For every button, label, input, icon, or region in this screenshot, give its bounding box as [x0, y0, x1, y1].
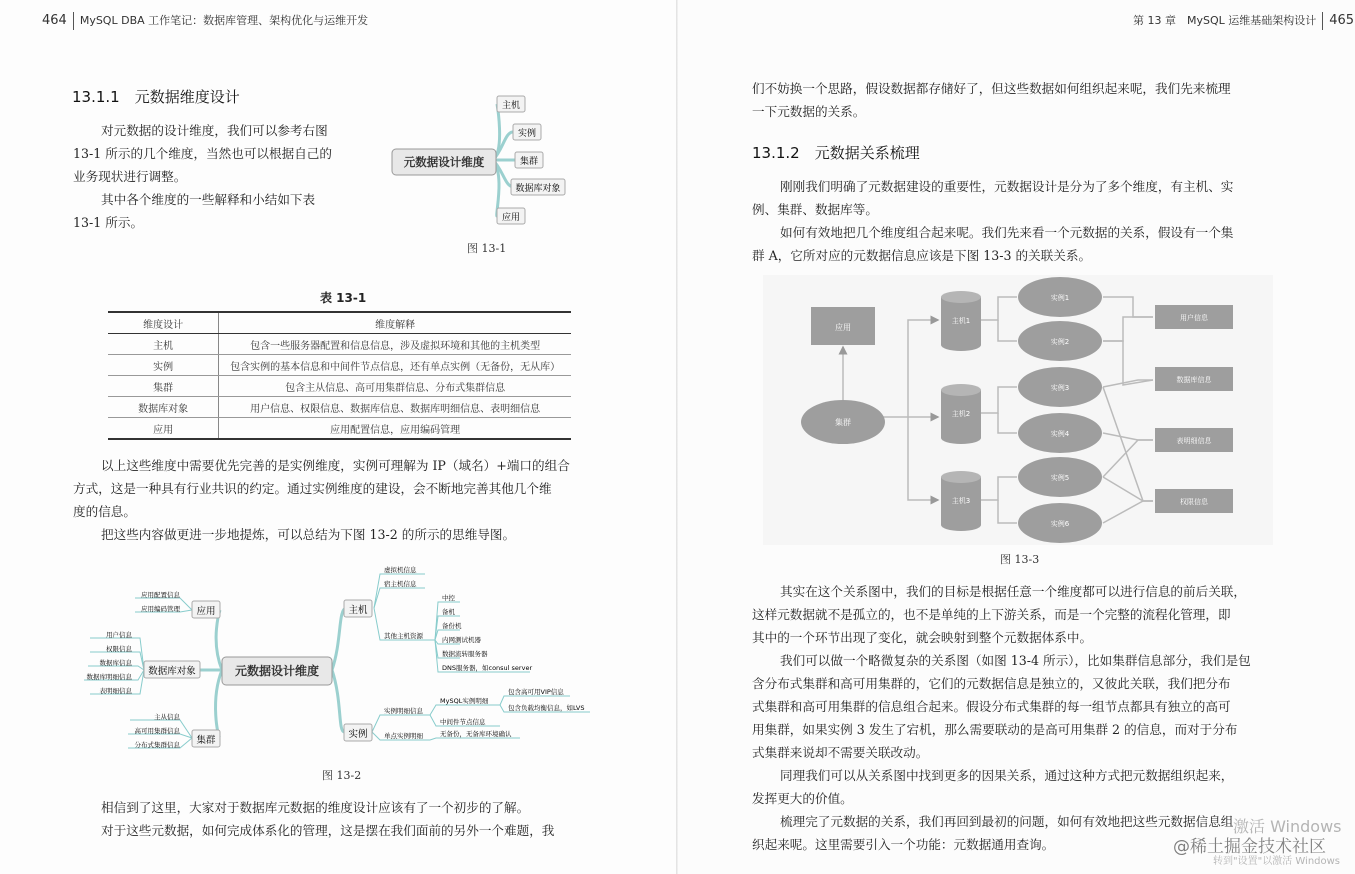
right-page [678, 0, 1355, 874]
fig2-dbobj-leaf: 表明细信息 [99, 687, 132, 695]
fig2-app-leaf: 应用编码管理 [141, 605, 180, 613]
fig3-instance-label: 实例2 [1050, 338, 1070, 346]
para2-line-2: 方式，这是一种具有行业共识的约定。通过实例维度的建设，会不断地完善其他几个维 [73, 481, 552, 496]
table-row [108, 355, 571, 376]
fig2-host-other: 中控 [442, 594, 455, 602]
para-a-line-2: 例、集群、数据库等。 [752, 202, 878, 217]
fig2-instance-mysql: 包含高可用VIP信息 [508, 688, 564, 696]
table-cell: 包含一些服务器配置和信息信息，涉及虚拟环境和其他的主机类型 [219, 334, 571, 355]
table-header-cell: 维度解释 [219, 312, 571, 334]
intro-line-5: 13-1 所示。 [73, 215, 144, 230]
figure-13-1 [385, 90, 585, 230]
fig2-instance-detail: 中间件节点信息 [440, 718, 486, 726]
fig3-host-label: 主机2 [951, 410, 971, 418]
table-cell: 用户信息、权限信息、数据库信息、数据库明细信息、表明细信息 [219, 397, 571, 418]
fig1-node-host: 主机 [501, 101, 521, 111]
fig2-host-other: DNS服务器，如consul server [442, 664, 533, 672]
fig2-host-label: 主机 [348, 605, 368, 616]
para-b-line-8: 式集群来说却不需要关联改动。 [752, 745, 929, 760]
top-line-2: 一下元数据的关系。 [752, 104, 866, 119]
fig2-instance-mysql: 包含负载均衡信息，如LVS [508, 704, 585, 712]
fig2-cluster-leaf: 分布式集群信息 [134, 741, 180, 749]
fig3-info-label: 权限信息 [1180, 498, 1208, 506]
windows-watermark-title: 激活 Windows [1233, 817, 1342, 836]
para-b-line-6: 式集群和高可用集群的信息组合起来。假设分布式集群的每一组节点都具有独立的高可 [752, 699, 1231, 714]
para-b-line-9: 同理我们可以从关系图中找到更多的因果关系，通过这种方式把元数据组织起来， [780, 768, 1234, 783]
fig3-instance-label: 实例4 [1050, 430, 1070, 438]
table-cell: 集群 [108, 376, 219, 397]
table-cell: 应用配置信息，应用编码管理 [219, 418, 571, 440]
windows-watermark-hint: 转到"设置"以激活 Windows [1213, 856, 1341, 867]
para-a-line-3: 如何有效地把几个维度组合起来呢。我们先来看一个元数据的关系，假设有一个集 [780, 225, 1234, 240]
fig3-instance-label: 实例3 [1050, 384, 1070, 392]
fig2-instance-label: 实例 [348, 729, 368, 740]
table-cell: 包含实例的基本信息和中间件节点信息，还有单点实例（无备份，无从库） [219, 355, 571, 376]
juejin-watermark: @稀土掘金技术社区 [1173, 837, 1326, 857]
fig2-cluster-leaf: 主从信息 [154, 713, 180, 721]
fig2-dbobj-leaf: 用户信息 [106, 631, 132, 639]
fig2-instance-single: 无备份，无备库环境确认 [440, 730, 512, 738]
left-running-title: MySQL DBA 工作笔记：数据库管理、架构优化与运维开发 [79, 14, 369, 27]
fig1-node-cluster: 集群 [519, 157, 539, 167]
fig3-host-label: 主机3 [951, 497, 971, 505]
closing-line-1: 相信到了这里，大家对于数据库元数据的维度设计应该有了一个初步的了解。 [101, 800, 530, 815]
para-b-line-4: 我们可以做一个略微复杂的关系图（如图 13-4 所示），比如集群信息部分，我们是包 [780, 653, 1251, 668]
table-header-cell: 维度设计 [108, 312, 219, 334]
table-cell: 包含主从信息、高可用集群信息、分布式集群信息 [219, 376, 571, 397]
fig2-app-leaf: 应用配置信息 [141, 591, 180, 599]
fig1-node-instance: 实例 [517, 129, 537, 139]
intro-line-3: 业务现状进行调整。 [73, 169, 187, 184]
para-b-line-2: 这样元数据就不是孤立的，也不是单纯的上下游关系，而是一个完整的流程化管理，即 [752, 607, 1231, 622]
fig2-dbobj-leaf: 数据库信息 [99, 659, 132, 667]
fig2-app-label: 应用 [196, 606, 216, 617]
table-header-row [108, 312, 571, 334]
right-running-title: 第 13 章 MySQL 运维基础架构设计 [1133, 14, 1317, 27]
fig1-caption: 图 13-1 [467, 242, 507, 255]
intro-line-1: 对元数据的设计维度，我们可以参考右图 [101, 123, 328, 138]
fig2-host-leaf: 虚拟机信息 [384, 566, 417, 574]
table-row [108, 334, 571, 355]
table-cell: 主机 [108, 334, 219, 355]
para-b-line-3: 其中的一个环节出现了变化，就会映射到整个元数据体系中。 [752, 630, 1093, 645]
section-title-13-1-1: 13.1.1 元数据维度设计 [72, 88, 240, 106]
right-page-number: 465 [1329, 13, 1355, 28]
fig3-app-label: 应用 [835, 323, 851, 332]
para2-line-3: 度的信息。 [73, 504, 136, 519]
para-b-line-7: 用集群，如果实例 3 发生了宕机，那么需要联动的是高可用集群 2 的信息，而对于分布 [752, 722, 1238, 737]
fig2-dbobj-label: 数据库对象 [148, 666, 196, 677]
fig3-host-label: 主机1 [951, 317, 971, 325]
left-header [42, 12, 368, 30]
fig2-instance-leaf: 实例明细信息 [384, 707, 423, 715]
fig3-cluster-label: 集群 [835, 418, 851, 427]
fig1-node-app: 应用 [501, 213, 521, 223]
fig3-instance-label: 实例1 [1050, 294, 1070, 302]
closing-line-2: 对于这些元数据，如何完成体系化的管理，这是摆在我们面前的另外一个难题，我 [101, 823, 555, 838]
section-title-13-1-2: 13.1.2 元数据关系梳理 [752, 144, 920, 162]
table-13-1 [108, 311, 571, 440]
table-cell: 应用 [108, 418, 219, 440]
fig3-caption: 图 13-3 [1000, 553, 1040, 566]
fig3-instance-label: 实例5 [1050, 474, 1070, 482]
para2-line-4: 把这些内容做更进一步地提炼，可以总结为下图 13-2 的所示的思维导图。 [101, 527, 516, 542]
fig2-dbobj-leaf: 权限信息 [106, 645, 132, 653]
fig2-host-leaf: 其他主机资源 [384, 632, 423, 640]
fig1-center-label: 元数据设计维度 [403, 155, 485, 169]
table-cell: 数据库对象 [108, 397, 219, 418]
para-a-line-4: 群 A，它所对应的元数据信息应该是下图 13-3 的关联关系。 [752, 248, 1092, 263]
fig2-host-other: 备机 [442, 608, 455, 616]
table-row [108, 376, 571, 397]
figure-13-2 [80, 560, 585, 760]
table-row [108, 397, 571, 418]
left-page-number: 464 [42, 13, 67, 28]
para-b-line-10: 发挥更大的价值。 [752, 791, 853, 806]
fig2-dbobj-leaf: 数据库明细信息 [86, 673, 132, 681]
fig2-host-other: 数据流转服务器 [442, 650, 488, 658]
para-b-line-12: 织起来呢。这里需要引入一个功能：元数据通用查询。 [752, 837, 1055, 852]
para-b-line-5: 含分布式集群和高可用集群的，它们的元数据信息是独立的，又彼此关联，我们把分布 [752, 676, 1231, 691]
fig3-info-label: 用户信息 [1180, 314, 1208, 322]
para-a-line-1: 刚刚我们明确了元数据建设的重要性，元数据设计是分为了多个维度，有主机、实 [780, 179, 1234, 194]
fig3-info-label: 表明细信息 [1176, 437, 1212, 445]
table-caption: 表 13-1 [320, 291, 367, 305]
right-header [1133, 12, 1354, 30]
fig2-center-label: 元数据设计维度 [234, 664, 320, 678]
para2-line-1: 以上这些维度中需要优先完善的是实例维度，实例可理解为 IP（域名）+端口的组合 [101, 458, 570, 473]
fig1-node-dbobj: 数据库对象 [515, 184, 561, 194]
fig2-host-other: 备份机 [442, 622, 462, 630]
fig2-instance-leaf: 单点实例明细 [384, 732, 423, 740]
intro-line-4: 其中各个维度的一些解释和小结如下表 [101, 192, 316, 207]
figure-13-3 [763, 275, 1273, 545]
fig2-caption: 图 13-2 [322, 769, 362, 782]
fig3-info-label: 数据库信息 [1176, 376, 1212, 384]
fig2-instance-detail: MySQL实例明细 [440, 697, 489, 705]
table-cell: 实例 [108, 355, 219, 376]
fig3-instance-label: 实例6 [1050, 520, 1070, 528]
intro-line-2: 13-1 所示的几个维度，当然也可以根据自己的 [73, 146, 332, 161]
para-b-line-1: 其实在这个关系图中，我们的目标是根据任意一个维度都可以进行信息的前后关联， [780, 584, 1246, 599]
top-line-1: 们不妨换一个思路，假设数据都存储好了，但这些数据如何组织起来呢，我们先来梳理 [752, 81, 1231, 96]
para-b-line-11: 梳理完了元数据的关系，我们再回到最初的问题，如何有效地把这些元数据信息组 [780, 814, 1234, 829]
fig2-cluster-leaf: 高可用集群信息 [134, 727, 180, 735]
fig2-host-leaf: 宿主机信息 [384, 580, 417, 588]
fig2-host-other: 内网测试机器 [442, 636, 481, 644]
table-row [108, 418, 571, 440]
fig2-cluster-label: 集群 [196, 735, 216, 746]
